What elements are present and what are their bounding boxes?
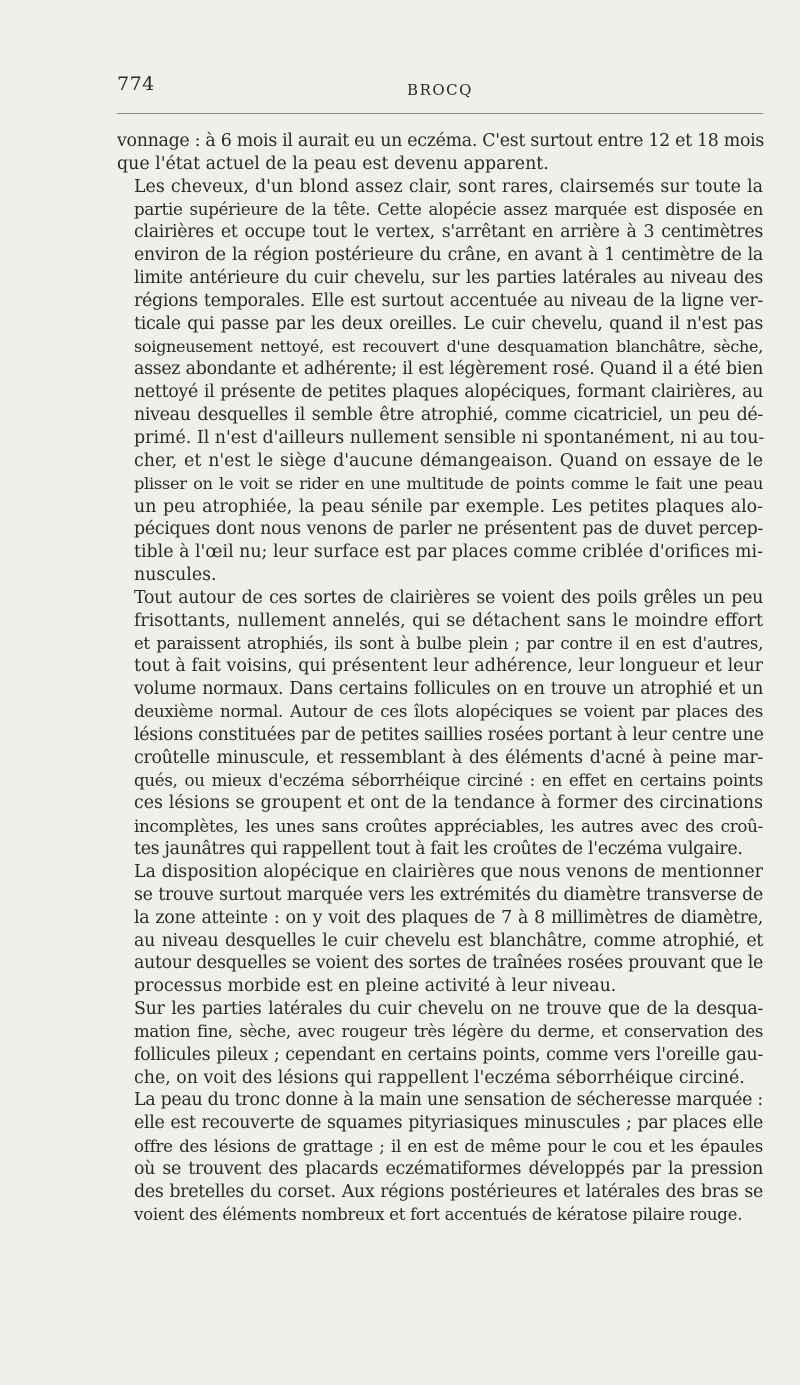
text-line: clairières et occupe tout le vertex, s'arrêtant en arrière à 3 centimètres [134,222,763,243]
text-line: voient des éléments nombreux et fort accentués de kératose pilaire rouge. [134,1204,743,1224]
text-line: niveau desquelles il semble être atrophié, comme cicatriciel, un peu dé- [134,405,763,426]
text-line: La disposition alopécique en clairières que nous venons de mentionner [134,862,763,882]
text-line: et paraissent atrophiés, ils sont à bulbe plein ; par contre il en est d'autres, [134,633,763,653]
text-line: mation fine, sèche, avec rougeur très légère du derme, et conservation des [134,1021,763,1041]
header-rule [117,113,763,114]
text-line: assez abondante et adhérente; il est légèrement rosé. Quand il a été bien [134,359,763,380]
text-line: nettoyé il présente de petites plaques alopéciques, formant clairières, au [134,382,763,403]
text-line: La peau du tronc donne à la main une sensation de sécheresse marquée : [134,1090,763,1111]
paragraph [117,130,763,176]
text-line: elle est recouverte de squames pityriasiques minuscules ; par places elle [134,1113,763,1134]
text-line: la zone atteinte : on y voit des plaques de 7 à 8 millimètres de diamètre, [134,907,763,928]
text-line: vonnage : à 6 mois il aurait eu un eczéma. C'est surtout entre 12 et 18 mois [117,131,765,151]
text-line: soigneusement nettoyé, est recouvert d'une desquamation blanchâtre, sèche, [134,336,763,356]
body-text [117,130,763,1227]
text-line: où se trouvent des placards eczématiformes développés par la pression [134,1158,763,1179]
running-head: BROCQ [407,81,473,99]
text-line: tout à fait voisins, qui présentent leur adhérence, leur longueur et leur [134,656,763,677]
text-line: des bretelles du corset. Aux régions postérieures et latérales des bras se [134,1181,763,1202]
text-line: Tout autour de ces sortes de clairières se voient des poils grêles un peu [134,587,763,608]
page-header [117,73,763,103]
text-line: ces lésions se groupent et ont de la tendance à former des circinations [134,793,763,814]
text-line: un peu atrophiée, la peau sénile par exemple. Les petites plaques alo- [134,496,763,517]
text-line: péciques dont nous venons de parler ne présentent pas de duvet percep- [134,519,763,540]
paragraph [117,587,763,861]
text-line: plisser on le voit se rider en une multitude de points comme le fait une peau [134,473,763,493]
text-line: cher, et n'est le siège d'aucune démangeaison. Quand on essaye de le [134,450,763,471]
text-line: offre des lésions de grattage ; il en est de même pour le cou et les épaules [134,1136,763,1157]
text-line: partie supérieure de la tête. Cette alopécie assez marquée est disposée en [134,199,763,219]
paragraph [117,861,763,998]
paragraph [117,1089,763,1226]
text-line: tible à l'œil nu; leur surface est par places comme criblée d'orifices mi- [134,542,763,563]
text-line: environ de la région postérieure du crâne, en avant à 1 centimètre de la [134,245,763,266]
text-line: qués, ou mieux d'eczéma séborrhéique circiné : en effet en certains points [134,770,763,790]
text-line: frisottants, nullement annelés, qui se détachent sans le moindre effort [134,610,763,631]
text-line: tes jaunâtres qui rappellent tout à fait les croûtes de l'eczéma vulgaire. [134,839,743,860]
page-number: 774 [117,73,155,95]
text-line: che, on voit des lésions qui rappellent l'eczéma séborrhéique circiné. [134,1067,745,1088]
text-line: lésions constituées par de petites saillies rosées portant à leur centre une [134,724,764,745]
text-line: primé. Il n'est d'ailleurs nullement sensible ni spontanément, ni au tou- [134,427,765,448]
text-line: limite antérieure du cuir chevelu, sur les parties latérales au niveau des [134,268,763,289]
text-line: incomplètes, les unes sans croûtes appréciables, les autres avec des croû- [134,816,763,837]
text-line: nuscules. [134,565,217,586]
paragraph [117,998,763,1089]
text-line: Les cheveux, d'un blond assez clair, sont rares, clairsemés sur toute la [134,176,763,197]
text-line: se trouve surtout marquée vers les extrémités du diamètre transverse de [134,884,763,905]
text-line: volume normaux. Dans certains follicules on en trouve un atrophié et un [134,679,763,700]
text-line: ticale qui passe par les deux oreilles. Le cuir chevelu, quand il n'est pas [134,313,763,334]
text-line: Sur les parties latérales du cuir chevelu on ne trouve que de la desqua- [134,999,763,1020]
text-line: autour desquelles se voient des sortes de traînées rosées prouvant que le [134,953,763,974]
text-line: régions temporales. Elle est surtout accentuée au niveau de la ligne ver- [134,290,763,311]
text-line: processus morbide est en pleine activité à leur niveau. [134,976,617,997]
paragraph [117,176,763,587]
text-line: croûtelle minuscule, et ressemblant à des éléments d'acné à peine mar- [134,747,763,768]
text-line: au niveau desquelles le cuir chevelu est blanchâtre, comme atrophié, et [134,930,763,951]
text-line: que l'état actuel de la peau est devenu apparent. [117,153,549,174]
text-line: deuxième normal. Autour de ces îlots alopéciques se voient par places des [134,702,763,722]
text-line: follicules pileux ; cependant en certains points, comme vers l'oreille gau- [134,1044,763,1065]
